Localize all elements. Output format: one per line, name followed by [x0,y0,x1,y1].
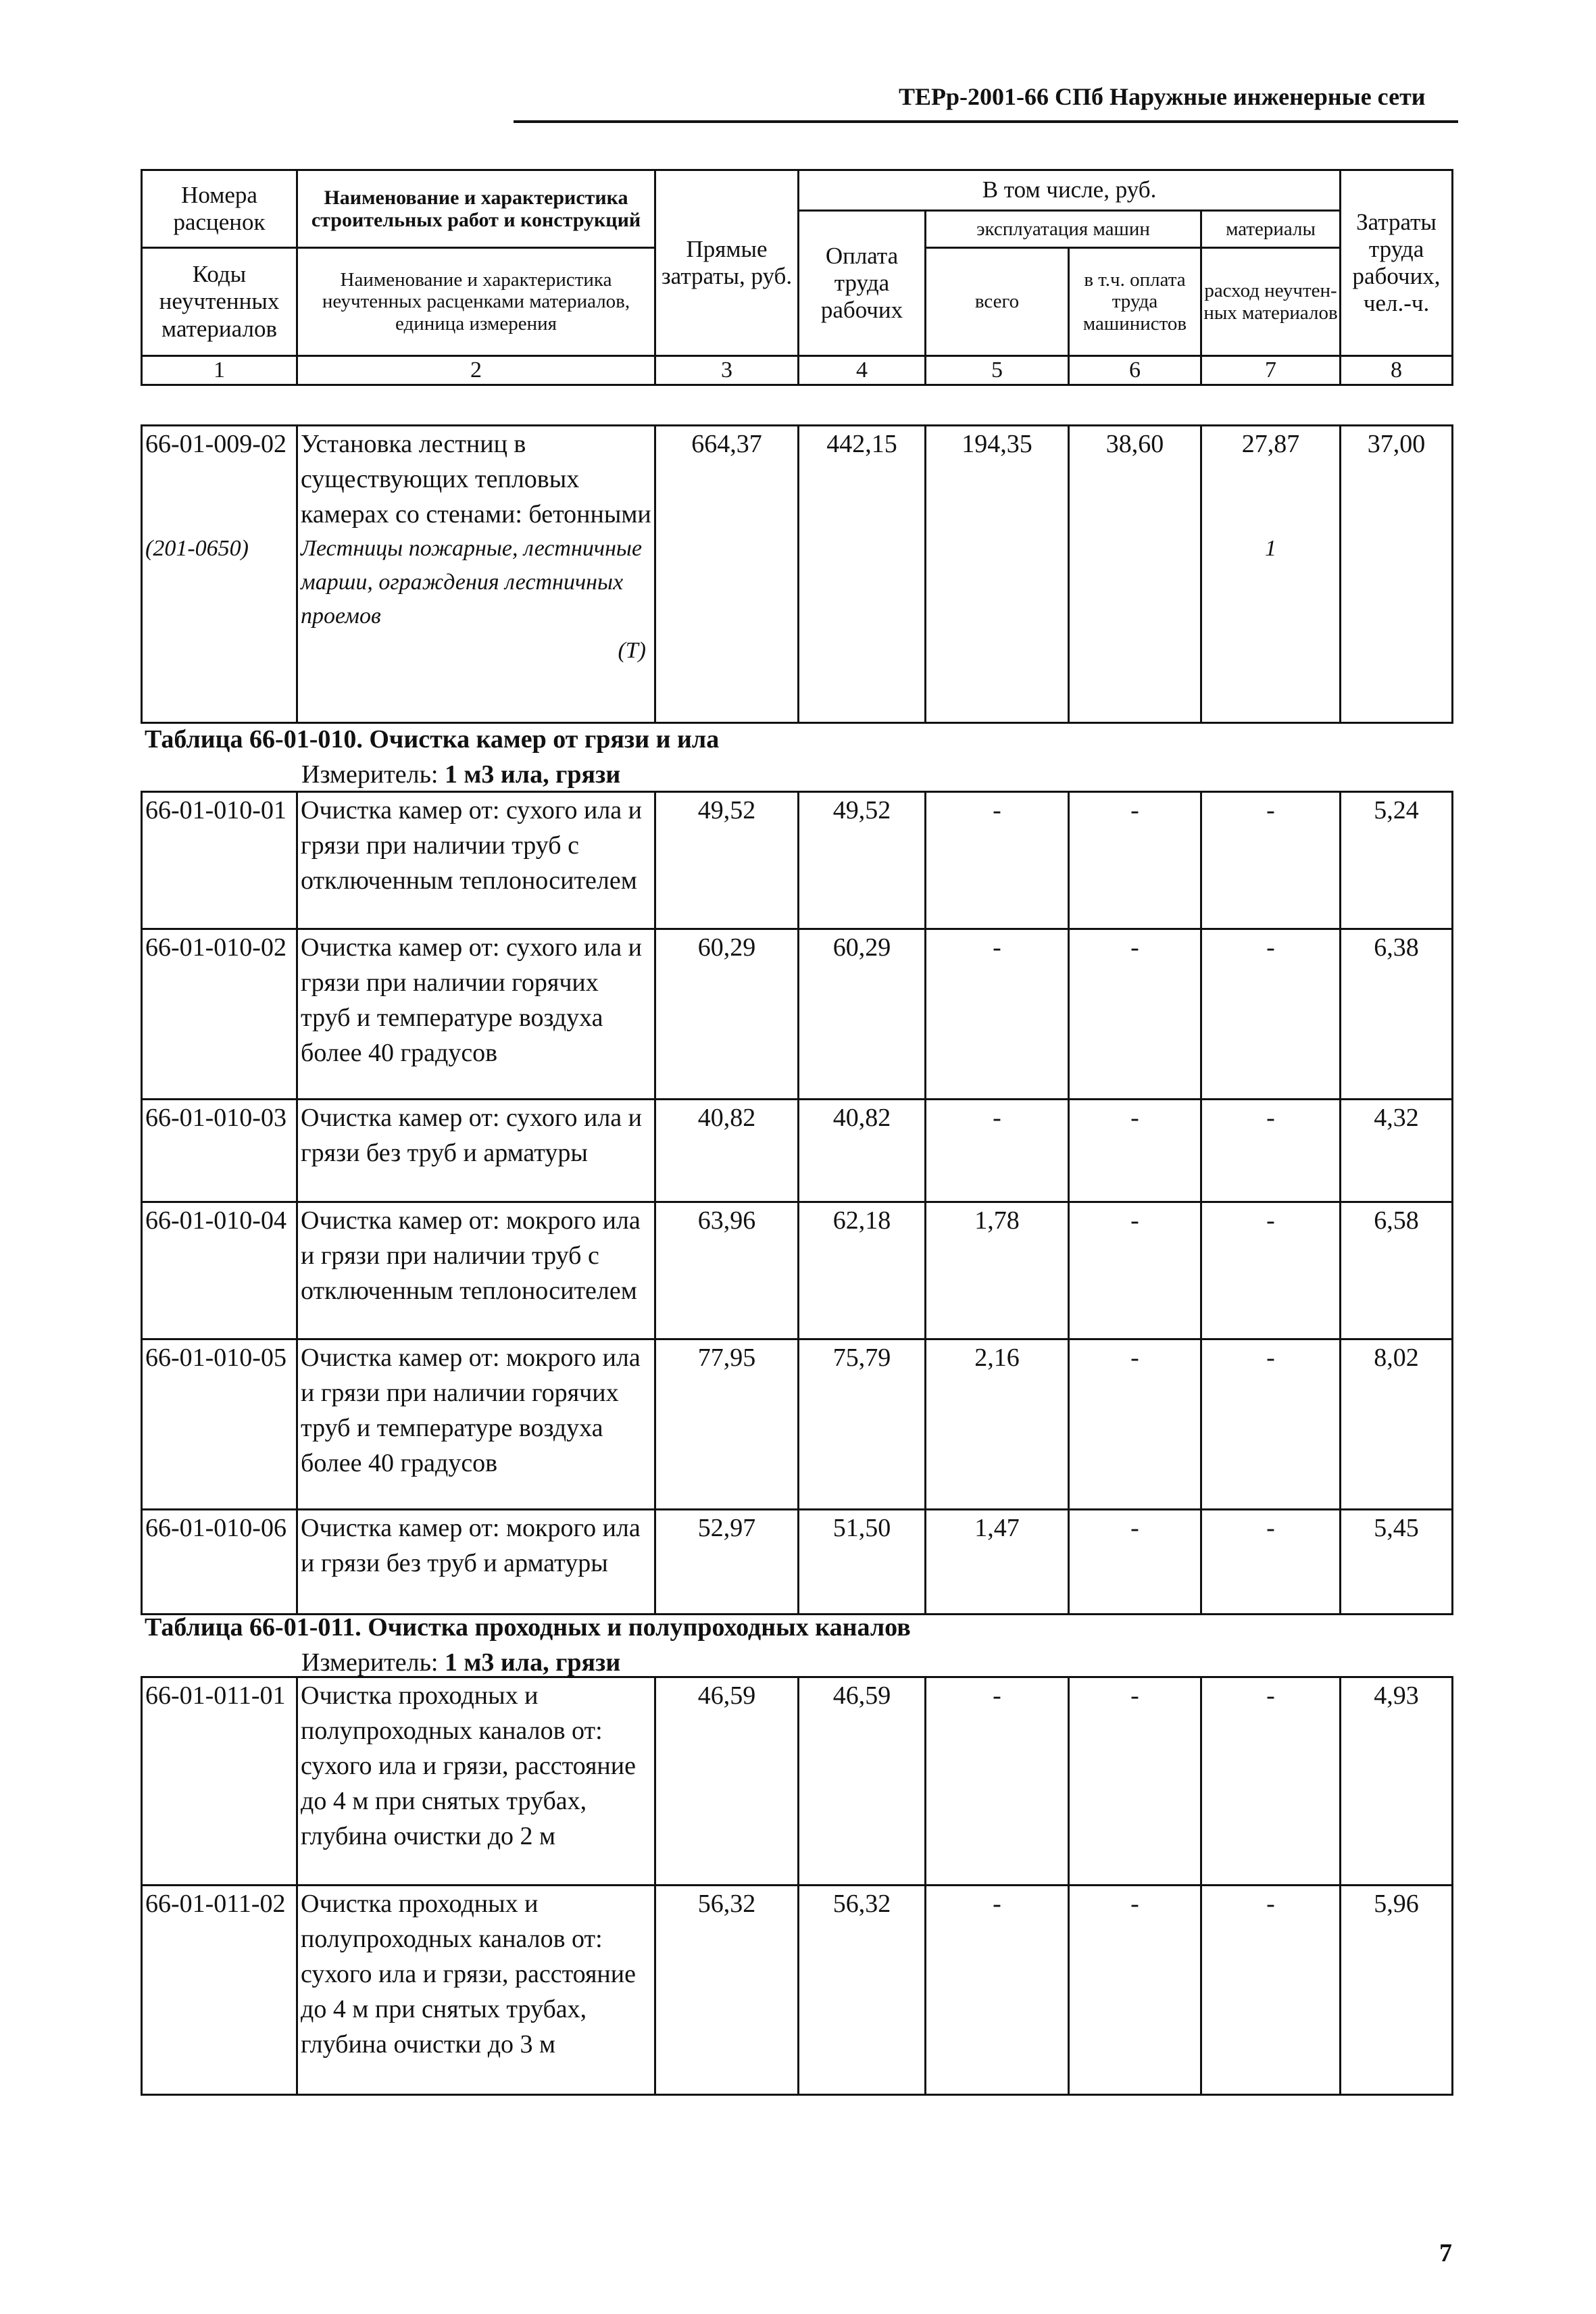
material-cost: 27,87 [1241,430,1300,458]
rate-code: 66-01-011-02 [142,1886,297,2095]
material-qty: 1 [1265,536,1276,561]
labor-cost: 442,15 [799,426,926,723]
table-011-title: Таблица 66-01-011. Очистка проходных и полупроходных каналов [145,1613,911,1642]
rate-code: 66-01-010-05 [142,1339,297,1510]
work-name: Очистка камер от: сухого ила и грязи при наличии горячих труб и температуре воздуха более 40 градусов [297,929,655,1100]
work-name: Очистка камер от: мокрого ила и грязи без труб и арматуры [297,1510,655,1615]
col-number: 2 [297,356,655,385]
rate-code: 66-01-010-03 [142,1100,297,1202]
header-col6: в т.ч. оплата труда машинистов [1069,248,1201,356]
material-cost: - [1201,1339,1341,1510]
col-number: 3 [655,356,799,385]
header-col2-top: Наименование и характеристика строительных работ и конструкций [297,170,655,248]
machine-cost: - [926,1677,1069,1886]
table-row [142,1339,1453,1510]
labor-cost: 49,52 [799,792,926,929]
table-row [142,426,1453,723]
machine-labor-cost: - [1069,1339,1201,1510]
material-cost: - [1201,1100,1341,1202]
table-row [142,1202,1453,1339]
machine-cost: 2,16 [926,1339,1069,1510]
rate-code: 66-01-010-02 [142,929,297,1100]
machine-labor-cost: 38,60 [1069,426,1201,723]
direct-cost: 49,52 [655,792,799,929]
direct-cost: 40,82 [655,1100,799,1202]
work-name: Очистка проходных и полупроходных каналов от: сухого ила и грязи, расстояние до 4 м при снятых трубах, глубина очистки до 2 м [297,1677,655,1886]
labor-hours: 4,93 [1341,1677,1453,1886]
machine-cost: - [926,792,1069,929]
measure-label: Измеритель: [301,1648,439,1677]
table-010 [141,791,1453,1615]
work-name: Очистка камер от: сухого ила и грязи при наличии труб с отключенным теплоносителем [297,792,655,929]
labor-cost: 75,79 [799,1339,926,1510]
machine-cost: - [926,929,1069,1100]
table-010-measure [301,760,620,789]
rate-code: 66-01-010-01 [142,792,297,929]
material-cost: - [1201,1510,1341,1615]
rate-code: 66-01-010-06 [142,1510,297,1615]
labor-hours: 6,58 [1341,1202,1453,1339]
header-col5: всего [926,248,1069,356]
labor-hours: 4,32 [1341,1100,1453,1202]
header-col8: Затраты труда рабочих, чел.-ч. [1341,170,1453,356]
labor-cost: 51,50 [799,1510,926,1615]
header-rule [514,120,1458,123]
col-number: 7 [1201,356,1341,385]
header-col4: Оплата труда рабочих [799,211,926,356]
col-number: 6 [1069,356,1201,385]
table-row [142,1677,1453,1886]
labor-hours: 6,38 [1341,929,1453,1100]
direct-cost: 77,95 [655,1339,799,1510]
header-col2-bottom: Наименование и характеристика неучтенных расценками материалов, единица измерения [297,248,655,356]
machine-cost: 194,35 [926,426,1069,723]
labor-cost: 62,18 [799,1202,926,1339]
table-011-measure [301,1648,620,1677]
header-col3: Прямые затраты, руб. [655,170,799,356]
material-cost: - [1201,1202,1341,1339]
table-011 [141,1676,1453,2096]
material-cost: - [1201,1886,1341,2095]
header-col7: расход неучтен-ных материалов [1201,248,1341,356]
header-col1-top: Номера расценок [142,170,297,248]
table-009 [141,424,1453,724]
labor-cost: 46,59 [799,1677,926,1886]
table-row [142,1886,1453,2095]
labor-cost: 40,82 [799,1100,926,1202]
direct-cost: 664,37 [655,426,799,723]
labor-hours: 37,00 [1341,426,1453,723]
page-number: 7 [1439,2239,1452,2267]
col-number: 1 [142,356,297,385]
machine-labor-cost: - [1069,1510,1201,1615]
material-code: (201-0650) [145,536,249,561]
direct-cost: 63,96 [655,1202,799,1339]
material-cost: - [1201,792,1341,929]
machine-cost: 1,78 [926,1202,1069,1339]
table-010-title: Таблица 66-01-010. Очистка камер от грязи и ила [145,725,720,754]
header-incl: В том числе, руб. [799,170,1341,211]
rate-code: 66-01-010-04 [142,1202,297,1339]
header-col1-bottom: Коды неучтенных материалов [142,248,297,356]
machine-cost: - [926,1886,1069,2095]
machine-labor-cost: - [1069,1886,1201,2095]
measure-unit: 1 м3 ила, грязи [445,760,621,789]
col-number: 8 [1341,356,1453,385]
machine-labor-cost: - [1069,1100,1201,1202]
header-machines: эксплуатация машин [926,211,1201,248]
material-tag: (Т) [618,638,646,663]
machine-labor-cost: - [1069,929,1201,1100]
machine-labor-cost: - [1069,792,1201,929]
labor-hours: 5,45 [1341,1510,1453,1615]
work-name: Очистка камер от: сухого ила и грязи без труб и арматуры [297,1100,655,1202]
work-name: Очистка камер от: мокрого ила и грязи при наличии горячих труб и температуре воздуха более 40 градусов [297,1339,655,1510]
page-header-title: ТЕРр-2001-66 СПб Наружные инженерные сети [899,83,1426,110]
labor-hours: 8,02 [1341,1339,1453,1510]
measure-unit: 1 м3 ила, грязи [445,1648,621,1677]
measure-label: Измеритель: [301,760,439,789]
work-name: Очистка камер от: мокрого ила и грязи при наличии труб с отключенным теплоносителем [297,1202,655,1339]
direct-cost: 46,59 [655,1677,799,1886]
table-row [142,1100,1453,1202]
col-number: 4 [799,356,926,385]
machine-labor-cost: - [1069,1202,1201,1339]
col-number: 5 [926,356,1069,385]
machine-cost: - [926,1100,1069,1202]
labor-cost: 56,32 [799,1886,926,2095]
table-header [141,169,1453,386]
table-row [142,1510,1453,1615]
table-row [142,792,1453,929]
labor-hours: 5,24 [1341,792,1453,929]
direct-cost: 52,97 [655,1510,799,1615]
machine-labor-cost: - [1069,1677,1201,1886]
direct-cost: 56,32 [655,1886,799,2095]
material-cost: - [1201,1677,1341,1886]
material-name: Лестницы пожарные, лестничные марши, ограждения лестничных проемов [301,536,643,629]
machine-cost: 1,47 [926,1510,1069,1615]
material-cost: - [1201,929,1341,1100]
rate-code: 66-01-009-02 [145,430,286,458]
header-materials: материалы [1201,211,1341,248]
table-row [142,929,1453,1100]
work-name: Очистка проходных и полупроходных каналов от: сухого ила и грязи, расстояние до 4 м при снятых трубах, глубина очистки до 3 м [297,1886,655,2095]
rate-code: 66-01-011-01 [142,1677,297,1886]
work-name: Установка лестниц в существующих тепловых камерах со стенами: бетонными [301,430,651,528]
direct-cost: 60,29 [655,929,799,1100]
labor-hours: 5,96 [1341,1886,1453,2095]
labor-cost: 60,29 [799,929,926,1100]
